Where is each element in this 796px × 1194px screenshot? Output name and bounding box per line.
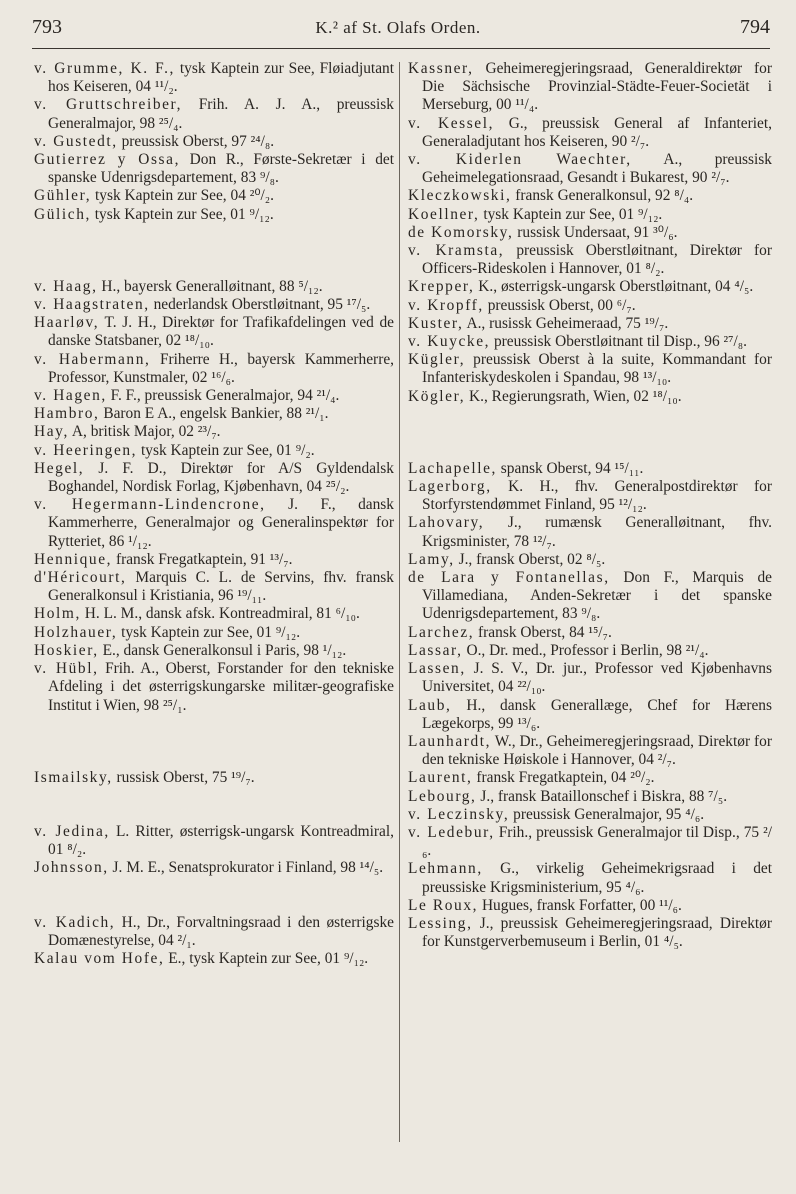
list-entry (34, 423, 394, 441)
entry-text: Marquis C. L. de Servins, fhv. fransk Generalkonsul i Kristiania, 96 ¹⁹/₁₁. (48, 569, 394, 605)
entry-name: v. Habermann, (34, 350, 151, 368)
entry-name: Johnsson, (34, 859, 109, 877)
entry-name: v. Grumme, K. F., (34, 60, 175, 77)
list-entry (34, 859, 394, 877)
entry-name: Laub, (408, 696, 452, 714)
list-entry (34, 769, 394, 787)
entry-text: J., fransk Oberst, 02 ⁸/₅. (454, 550, 606, 568)
list-entry (408, 551, 772, 569)
entry-name: Lassar, (408, 641, 463, 659)
list-entry (408, 206, 772, 224)
list-entry (34, 950, 394, 968)
entry-name: Lachapelle, (408, 459, 497, 477)
list-entry (408, 897, 772, 915)
entry-name: Lassen, (408, 660, 466, 678)
entry-text: Hugues, fransk Forfatter, 00 ¹¹/₆. (478, 896, 682, 914)
entry-name: Lamy, (408, 550, 455, 568)
entry-text: G., preussisk General af Infanteriet, Generaladjutant hos Keiseren, 90 ²/₇. (422, 114, 772, 150)
left-page-number: 793 (32, 16, 62, 38)
entry-name: Ismailsky, (34, 768, 113, 786)
entry-text: tysk Kaptein zur See, 01 ⁹/₁₂. (90, 205, 274, 223)
entry-name: v. Hegermann-Lindencrone, (34, 496, 266, 514)
entry-name: v. Leczinsky, (408, 805, 510, 823)
entry-name: v. Kuycke, (408, 333, 491, 351)
list-entry (34, 96, 394, 132)
entry-name: v. Kiderlen Waechter, (408, 151, 632, 169)
entry-text: J., fransk Bataillonschef i Biskra, 88 ⁷/₅. (476, 787, 728, 805)
list-entry (34, 133, 394, 151)
entry-text: G., virkelig Geheimekrigsraad i det preussiske Krigsministerium, 95 ⁴/₆. (422, 860, 772, 896)
list-entry (34, 551, 394, 569)
running-title: K.² af St. Olafs Orden. (315, 18, 481, 37)
page-header (0, 14, 796, 44)
entry-text: F. F., preussisk Generalmajor, 94 ²¹/₄. (106, 387, 340, 405)
list-entry (408, 769, 772, 787)
entry-name: de Lara y Fontanellas, (408, 569, 610, 587)
list-entry (408, 697, 772, 733)
entry-name: Hoskier, (34, 641, 99, 659)
entry-text: Geheimeregjeringsraad, Generaldirektør for Die Sächsische Provinzial-Städte-Feuer-Societät i Merseburg, 00 ¹¹/₄. (422, 60, 772, 114)
entry-name: v. Hübl, (34, 660, 99, 678)
entry-name: Kleczkowski, (408, 187, 512, 205)
list-entry (408, 478, 772, 514)
entry-text: russisk Oberst, 75 ¹⁹/₇. (112, 768, 255, 786)
entry-text: E., tysk Kaptein zur See, 01 ⁹/₁₂. (164, 949, 369, 967)
list-entry (34, 278, 394, 296)
entry-text: Don R., Første-Sekretær i det spanske Udenrigsdepartement, 83 ⁹/₈. (48, 151, 395, 187)
entry-name: v. Ledebur, (408, 823, 495, 841)
right-column (408, 60, 772, 951)
list-entry (408, 915, 772, 951)
entry-text: fransk Fregatkaptein, 91 ¹³/₇. (112, 550, 293, 568)
entry-name: Gülich, (34, 205, 91, 223)
list-entry (34, 405, 394, 423)
list-entry (34, 624, 394, 642)
entry-text: A., rusissk Geheimeraad, 75 ¹⁹/₇. (463, 314, 669, 332)
list-entry (408, 151, 772, 187)
list-entry (34, 151, 394, 187)
entry-name: v. Hagen, (34, 387, 107, 405)
entry-text: spansk Oberst, 94 ¹⁵/₁₁. (496, 459, 644, 477)
entry-text: fransk Fregatkaptein, 04 ²⁰/₂. (472, 769, 655, 787)
list-entry (34, 206, 394, 224)
entry-text: T. J. H., Direktør for Trafikafdelingen ved de danske Statsbaner, 02 ¹⁸/₁₀. (48, 314, 394, 350)
entry-name: Hambro, (34, 405, 100, 423)
entry-text: Frih., preussisk Generalmajor til Disp., 75 ²/₆. (422, 823, 772, 860)
entry-text: tysk Kaptein zur See, 04 ²⁰/₂. (91, 187, 275, 205)
entry-name: v. Heeringen, (34, 441, 138, 459)
list-entry (408, 624, 772, 642)
list-entry (408, 187, 772, 205)
entry-text: Friherre H., bayersk Kammerherre, Professor, Kunstmaler, 02 ¹⁶/₆. (48, 350, 394, 386)
entry-name: de Komorsky, (408, 223, 514, 241)
list-entry (34, 296, 394, 314)
header-rule (32, 48, 770, 49)
list-entry (408, 733, 772, 769)
list-entry (408, 115, 772, 151)
right-page-number: 794 (740, 16, 770, 38)
entry-text: Baron E A., engelsk Bankier, 88 ²¹/₁. (99, 405, 329, 423)
entry-text: Frih. A., Oberst, Forstander for den tekniske Afdeling i det østerrigskungarske militær-geografiske Institut i Wien, 98 ²⁵/₁. (48, 660, 394, 714)
entry-text: preussisk Oberstløitnant, Direktør for Officers-Rideskolen i Hannover, 01 ⁸/₂. (422, 242, 772, 278)
list-entry (408, 224, 772, 242)
entry-text: K., østerrigsk-ungarsk Oberstløitnant, 04 ⁴/₅. (474, 278, 754, 296)
entry-text: W., Dr., Geheimeregjeringsraad, Direktør for den tekniske Høiskole i Hannover, 04 ²/₇. (422, 732, 772, 769)
entry-text: J. F., dansk Kammerherre, Generalmajor og Generalinspektør for Rytteriet, 86 ¹/₁₂. (48, 496, 394, 550)
entry-text: K. H., fhv. Generalpostdirektør for Storfyrstendømmet Finland, 95 ¹²/₁₂. (422, 478, 772, 514)
list-entry (408, 351, 772, 387)
list-entry (34, 914, 394, 950)
entry-text: nederlandsk Oberstløitnant, 95 ¹⁷/₅. (149, 296, 371, 314)
entry-name: Larchez, (408, 623, 475, 641)
list-entry (34, 387, 394, 405)
list-entry (34, 314, 394, 350)
left-column (34, 60, 394, 968)
entry-name: Hay, (34, 423, 69, 441)
entry-text: fransk Oberst, 84 ¹⁵/₇. (474, 623, 612, 641)
list-entry (408, 569, 772, 624)
entry-text: A., preussisk Geheimelegationsraad, Gesandt i Bukarest, 90 ²/₇. (422, 151, 772, 187)
list-entry (34, 569, 394, 605)
entry-name: v. Haag, (34, 277, 98, 295)
entry-name: Lahovary, (408, 514, 485, 532)
list-entry (408, 824, 772, 860)
list-entry (34, 642, 394, 660)
list-entry (34, 351, 394, 387)
entry-name: Kuster, (408, 314, 464, 332)
entry-text: K., Regierungsrath, Wien, 02 ¹⁸/₁₀. (465, 387, 682, 405)
list-entry (408, 514, 772, 550)
entry-name: Holzhauer, (34, 623, 118, 641)
list-entry (34, 187, 394, 205)
entry-name: Hegel, (34, 459, 85, 477)
entry-name: v. Jedina, (34, 822, 110, 840)
entry-name: Lebourg, (408, 787, 477, 805)
entry-name: Kassner, (408, 60, 474, 77)
entry-text: J., preussisk Geheimeregjeringsraad, Direktør for Kunstgerverbemuseum i Berlin, 01 ⁴/₅. (422, 914, 772, 951)
entry-text: preussisk Oberst, 97 ²⁴/₈. (117, 132, 275, 150)
entry-name: Krepper, (408, 278, 475, 296)
entry-name: Kügler, (408, 351, 466, 369)
entry-name: Hennique, (34, 550, 113, 568)
entry-text: preussisk Oberstløitnant til Disp., 96 ²⁷/₈. (490, 333, 747, 351)
entry-text: J. S. V., Dr. jur., Professor ved Kjøbenhavns Universitet, 04 ²²/₁₀. (422, 660, 772, 696)
list-entry (408, 60, 772, 115)
entry-name: Kalau vom Hofe, (34, 949, 165, 967)
list-entry (408, 860, 772, 896)
entry-text: H. L. M., dansk afsk. Kontreadmiral, 81 ⁶/₁₀. (80, 605, 360, 623)
list-entry (408, 278, 772, 296)
entry-name: Kögler, (408, 387, 466, 405)
entry-text: O., Dr. med., Professor i Berlin, 98 ²¹/₄. (462, 641, 709, 659)
entry-text: J. F. D., Direktør for A/S Gyldendalsk Boghandel, Nordisk Forlag, Kjøbenhavn, 04 ²⁵/₂. (48, 459, 394, 496)
entry-text: A, britisk Major, 02 ²³/₇. (68, 423, 221, 441)
list-entry (34, 60, 394, 96)
entry-text: preussisk Oberst à la suite, Kommandant for Infanteriskydeskolen i Spandau, 98 ¹³/₁₀. (422, 351, 772, 387)
list-entry (408, 806, 772, 824)
list-entry (408, 460, 772, 478)
entry-name: d'Héricourt, (34, 569, 127, 587)
entry-name: Launhardt, (408, 732, 492, 750)
entry-name: v. Haagstraten, (34, 296, 150, 314)
entry-name: Lagerborg, (408, 478, 492, 496)
entry-name: v. Kramsta, (408, 242, 505, 260)
list-entry (34, 660, 394, 715)
list-entry (34, 605, 394, 623)
entry-name: Gühler, (34, 187, 92, 205)
entry-text: preussisk Oberst, 00 ⁶/₇. (483, 296, 636, 314)
entry-name: Laurent, (408, 769, 473, 787)
entry-text: russisk Undersaat, 91 ³⁰/₆. (513, 223, 678, 241)
entry-text: H., bayersk Generalløitnant, 88 ⁵/₁₂. (97, 277, 323, 295)
entry-name: Holm, (34, 605, 81, 623)
entry-text: tysk Kaptein zur See, 01 ⁹/₂. (137, 441, 315, 459)
entry-text: J., rumænsk Generalløitnant, fhv. Krigsminister, 78 ¹²/₇. (422, 514, 772, 550)
entry-text: preussisk Generalmajor, 95 ⁴/₆. (509, 805, 705, 823)
entry-name: Lessing, (408, 914, 473, 932)
entry-name: v. Kessel, (408, 114, 495, 132)
list-entry (34, 496, 394, 551)
entry-text: Frih. A. J. A., preussisk Generalmajor, 98 ²⁵/₄. (48, 96, 394, 132)
list-entry (408, 242, 772, 278)
entry-text: H., Dr., Forvaltningsraad i den østerrigske Domænestyrelse, 04 ²/₁. (48, 913, 394, 949)
entry-name: v. Gruttschreiber, (34, 96, 183, 114)
list-entry (408, 297, 772, 315)
entry-text: tysk Kaptein zur See, 01 ⁹/₁₂. (117, 623, 301, 641)
entry-name: v. Kropff, (408, 296, 484, 314)
list-entry (408, 315, 772, 333)
list-entry (408, 333, 772, 351)
entry-text: fransk Generalkonsul, 92 ⁸/₄. (511, 187, 694, 205)
entry-text: Don F., Marquis de Villamediana, Anden-Sekretær i det spanske Udenrigsdepartement, 83 ⁹/₈. (422, 569, 772, 623)
list-entry (34, 823, 394, 859)
entry-name: Haarløv, (34, 314, 100, 332)
column-divider (399, 62, 400, 1142)
entry-name: Koellner, (408, 205, 480, 223)
entry-text: H., dansk Generallæge, Chef for Hærens Lægekorps, 99 ¹³/₆. (422, 696, 772, 732)
entry-text: tysk Kaptein zur See, 01 ⁹/₁₂. (479, 205, 663, 223)
entry-text: L. Ritter, østerrigsk-ungarsk Kontreadmiral, 01 ⁸/₂. (48, 822, 395, 859)
list-entry (408, 788, 772, 806)
list-entry (34, 442, 394, 460)
entry-name: Gutierrez y Ossa, (34, 151, 181, 169)
list-entry (408, 388, 772, 406)
entry-name: Le Roux, (408, 896, 479, 914)
entry-text: tysk Kaptein zur See, Fløiadjutant hos Keiseren, 04 ¹¹/₂. (48, 60, 395, 96)
list-entry (408, 660, 772, 696)
entry-text: E., dansk Generalkonsul i Paris, 98 ¹/₁₂. (98, 641, 347, 659)
list-entry (408, 642, 772, 660)
entry-name: v. Gustedt, (34, 132, 118, 150)
entry-name: v. Kadich, (34, 913, 116, 931)
entry-name: Lehmann, (408, 860, 483, 878)
list-entry (34, 460, 394, 496)
entry-text: J. M. E., Senatsprokurator i Finland, 98 ¹⁴/₅. (108, 859, 384, 877)
